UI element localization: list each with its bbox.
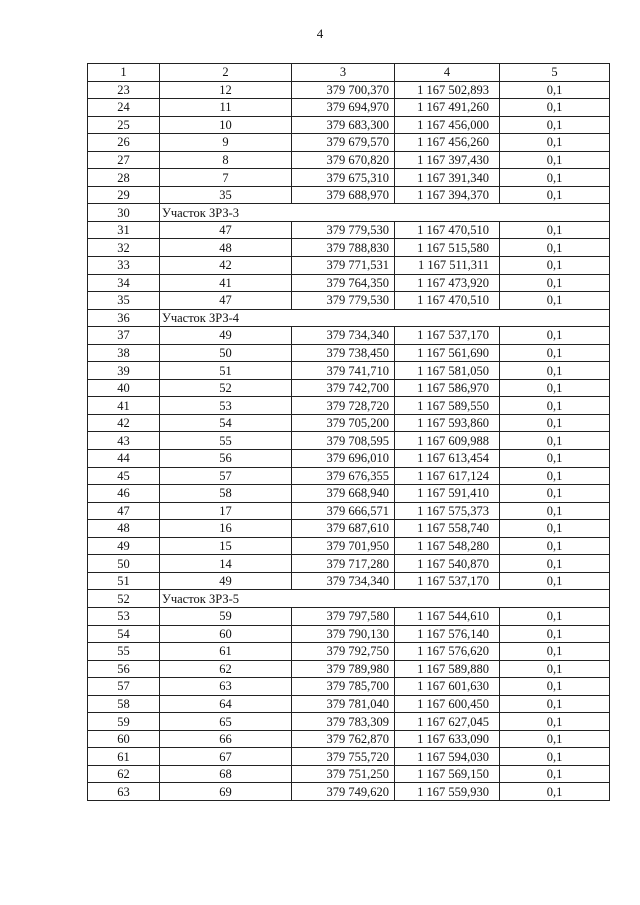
y-coordinate-cell: 1 167 589,880: [395, 660, 500, 678]
accuracy-cell: 0,1: [500, 116, 610, 134]
point-number-cell: 56: [160, 450, 292, 468]
point-number-cell: 63: [160, 678, 292, 696]
accuracy-cell: 0,1: [500, 432, 610, 450]
table-row: [88, 730, 610, 748]
table-row: [88, 537, 610, 555]
row-number-cell: 60: [88, 730, 160, 748]
row-number-cell: 59: [88, 713, 160, 731]
x-coordinate-cell: 379 790,130: [292, 625, 395, 643]
coordinates-table: [87, 63, 610, 801]
x-coordinate-cell: 379 792,750: [292, 643, 395, 661]
accuracy-cell: 0,1: [500, 555, 610, 573]
point-number-cell: 49: [160, 572, 292, 590]
x-coordinate-cell: 379 694,970: [292, 99, 395, 117]
accuracy-cell: 0,1: [500, 221, 610, 239]
y-coordinate-cell: 1 167 586,970: [395, 379, 500, 397]
x-coordinate-cell: 379 755,720: [292, 748, 395, 766]
point-number-cell: 47: [160, 221, 292, 239]
table-row: [88, 625, 610, 643]
table-row: [88, 414, 610, 432]
point-number-cell: 59: [160, 607, 292, 625]
accuracy-cell: 0,1: [500, 379, 610, 397]
section-title-cell: Участок ЗРЗ-3: [160, 204, 610, 222]
table-row: [88, 572, 610, 590]
point-number-cell: 68: [160, 765, 292, 783]
y-coordinate-cell: 1 167 581,050: [395, 362, 500, 380]
x-coordinate-cell: 379 789,980: [292, 660, 395, 678]
x-coordinate-cell: 379 717,280: [292, 555, 395, 573]
table-row: [88, 151, 610, 169]
row-number-cell: 31: [88, 221, 160, 239]
row-number-cell: 37: [88, 327, 160, 345]
point-number-cell: 11: [160, 99, 292, 117]
section-row: [88, 309, 610, 327]
row-number-cell: 25: [88, 116, 160, 134]
point-number-cell: 65: [160, 713, 292, 731]
x-coordinate-cell: 379 687,610: [292, 520, 395, 538]
accuracy-cell: 0,1: [500, 239, 610, 257]
table-row: [88, 555, 610, 573]
column-header: 1: [88, 64, 160, 82]
x-coordinate-cell: 379 762,870: [292, 730, 395, 748]
x-coordinate-cell: 379 708,595: [292, 432, 395, 450]
accuracy-cell: 0,1: [500, 713, 610, 731]
row-number-cell: 26: [88, 134, 160, 152]
y-coordinate-cell: 1 167 558,740: [395, 520, 500, 538]
row-number-cell: 45: [88, 467, 160, 485]
x-coordinate-cell: 379 679,570: [292, 134, 395, 152]
y-coordinate-cell: 1 167 470,510: [395, 221, 500, 239]
point-number-cell: 7: [160, 169, 292, 187]
accuracy-cell: 0,1: [500, 327, 610, 345]
x-coordinate-cell: 379 788,830: [292, 239, 395, 257]
y-coordinate-cell: 1 167 397,430: [395, 151, 500, 169]
point-number-cell: 48: [160, 239, 292, 257]
table-row: [88, 695, 610, 713]
y-coordinate-cell: 1 167 391,340: [395, 169, 500, 187]
table-row: [88, 467, 610, 485]
y-coordinate-cell: 1 167 633,090: [395, 730, 500, 748]
table-row: [88, 274, 610, 292]
y-coordinate-cell: 1 167 470,510: [395, 292, 500, 310]
row-number-cell: 55: [88, 643, 160, 661]
table-row: [88, 748, 610, 766]
section-title-cell: Участок ЗРЗ-4: [160, 309, 610, 327]
point-number-cell: 8: [160, 151, 292, 169]
section-title-cell: Участок ЗРЗ-5: [160, 590, 610, 608]
y-coordinate-cell: 1 167 576,140: [395, 625, 500, 643]
x-coordinate-cell: 379 696,010: [292, 450, 395, 468]
point-number-cell: 51: [160, 362, 292, 380]
y-coordinate-cell: 1 167 609,988: [395, 432, 500, 450]
point-number-cell: 9: [160, 134, 292, 152]
table-row: [88, 344, 610, 362]
x-coordinate-cell: 379 705,200: [292, 414, 395, 432]
accuracy-cell: 0,1: [500, 520, 610, 538]
row-number-cell: 44: [88, 450, 160, 468]
accuracy-cell: 0,1: [500, 572, 610, 590]
y-coordinate-cell: 1 167 601,630: [395, 678, 500, 696]
table-row: [88, 362, 610, 380]
y-coordinate-cell: 1 167 544,610: [395, 607, 500, 625]
y-coordinate-cell: 1 167 569,150: [395, 765, 500, 783]
point-number-cell: 57: [160, 467, 292, 485]
row-number-cell: 62: [88, 765, 160, 783]
x-coordinate-cell: 379 728,720: [292, 397, 395, 415]
x-coordinate-cell: 379 701,950: [292, 537, 395, 555]
point-number-cell: 60: [160, 625, 292, 643]
y-coordinate-cell: 1 167 561,690: [395, 344, 500, 362]
point-number-cell: 55: [160, 432, 292, 450]
accuracy-cell: 0,1: [500, 81, 610, 99]
x-coordinate-cell: 379 741,710: [292, 362, 395, 380]
row-number-cell: 48: [88, 520, 160, 538]
accuracy-cell: 0,1: [500, 450, 610, 468]
row-number-cell: 28: [88, 169, 160, 187]
x-coordinate-cell: 379 700,370: [292, 81, 395, 99]
table-row: [88, 169, 610, 187]
x-coordinate-cell: 379 797,580: [292, 607, 395, 625]
row-number-cell: 58: [88, 695, 160, 713]
row-number-cell: 29: [88, 186, 160, 204]
x-coordinate-cell: 379 779,530: [292, 221, 395, 239]
accuracy-cell: 0,1: [500, 274, 610, 292]
x-coordinate-cell: 379 688,970: [292, 186, 395, 204]
row-number-cell: 33: [88, 257, 160, 275]
accuracy-cell: 0,1: [500, 643, 610, 661]
x-coordinate-cell: 379 749,620: [292, 783, 395, 801]
point-number-cell: 66: [160, 730, 292, 748]
point-number-cell: 50: [160, 344, 292, 362]
row-number-cell: 61: [88, 748, 160, 766]
x-coordinate-cell: 379 738,450: [292, 344, 395, 362]
row-number-cell: 51: [88, 572, 160, 590]
table-row: [88, 713, 610, 731]
row-number-cell: 43: [88, 432, 160, 450]
table-row: [88, 116, 610, 134]
accuracy-cell: 0,1: [500, 151, 610, 169]
x-coordinate-cell: 379 734,340: [292, 327, 395, 345]
table-row: [88, 432, 610, 450]
x-coordinate-cell: 379 670,820: [292, 151, 395, 169]
row-number-cell: 63: [88, 783, 160, 801]
accuracy-cell: 0,1: [500, 257, 610, 275]
accuracy-cell: 0,1: [500, 99, 610, 117]
y-coordinate-cell: 1 167 627,045: [395, 713, 500, 731]
row-number-cell: 52: [88, 590, 160, 608]
accuracy-cell: 0,1: [500, 625, 610, 643]
y-coordinate-cell: 1 167 491,260: [395, 99, 500, 117]
y-coordinate-cell: 1 167 593,860: [395, 414, 500, 432]
row-number-cell: 24: [88, 99, 160, 117]
x-coordinate-cell: 379 668,940: [292, 485, 395, 503]
y-coordinate-cell: 1 167 473,920: [395, 274, 500, 292]
table-row: [88, 660, 610, 678]
point-number-cell: 64: [160, 695, 292, 713]
table-row: [88, 257, 610, 275]
accuracy-cell: 0,1: [500, 748, 610, 766]
row-number-cell: 57: [88, 678, 160, 696]
point-number-cell: 10: [160, 116, 292, 134]
section-row: [88, 204, 610, 222]
point-number-cell: 12: [160, 81, 292, 99]
y-coordinate-cell: 1 167 591,410: [395, 485, 500, 503]
row-number-cell: 36: [88, 309, 160, 327]
row-number-cell: 50: [88, 555, 160, 573]
row-number-cell: 40: [88, 379, 160, 397]
accuracy-cell: 0,1: [500, 414, 610, 432]
table-row: [88, 678, 610, 696]
column-header: 4: [395, 64, 500, 82]
point-number-cell: 47: [160, 292, 292, 310]
x-coordinate-cell: 379 783,309: [292, 713, 395, 731]
row-number-cell: 53: [88, 607, 160, 625]
x-coordinate-cell: 379 781,040: [292, 695, 395, 713]
row-number-cell: 41: [88, 397, 160, 415]
row-number-cell: 56: [88, 660, 160, 678]
y-coordinate-cell: 1 167 456,000: [395, 116, 500, 134]
table-row: [88, 99, 610, 117]
row-number-cell: 30: [88, 204, 160, 222]
point-number-cell: 35: [160, 186, 292, 204]
x-coordinate-cell: 379 666,571: [292, 502, 395, 520]
table-row: [88, 221, 610, 239]
point-number-cell: 67: [160, 748, 292, 766]
point-number-cell: 49: [160, 327, 292, 345]
point-number-cell: 62: [160, 660, 292, 678]
table-row: [88, 485, 610, 503]
column-header: 5: [500, 64, 610, 82]
row-number-cell: 23: [88, 81, 160, 99]
x-coordinate-cell: 379 742,700: [292, 379, 395, 397]
accuracy-cell: 0,1: [500, 467, 610, 485]
x-coordinate-cell: 379 779,530: [292, 292, 395, 310]
row-number-cell: 39: [88, 362, 160, 380]
table-row: [88, 239, 610, 257]
y-coordinate-cell: 1 167 589,550: [395, 397, 500, 415]
table-row: [88, 643, 610, 661]
y-coordinate-cell: 1 167 576,620: [395, 643, 500, 661]
accuracy-cell: 0,1: [500, 765, 610, 783]
point-number-cell: 17: [160, 502, 292, 520]
coordinates-table-body: [88, 64, 610, 801]
table-header-row: [88, 64, 610, 82]
row-number-cell: 49: [88, 537, 160, 555]
row-number-cell: 35: [88, 292, 160, 310]
point-number-cell: 52: [160, 379, 292, 397]
x-coordinate-cell: 379 675,310: [292, 169, 395, 187]
row-number-cell: 34: [88, 274, 160, 292]
y-coordinate-cell: 1 167 511,311: [395, 257, 500, 275]
x-coordinate-cell: 379 785,700: [292, 678, 395, 696]
x-coordinate-cell: 379 751,250: [292, 765, 395, 783]
accuracy-cell: 0,1: [500, 169, 610, 187]
x-coordinate-cell: 379 764,350: [292, 274, 395, 292]
x-coordinate-cell: 379 683,300: [292, 116, 395, 134]
table-row: [88, 379, 610, 397]
table-row: [88, 765, 610, 783]
column-header: 3: [292, 64, 395, 82]
y-coordinate-cell: 1 167 540,870: [395, 555, 500, 573]
accuracy-cell: 0,1: [500, 783, 610, 801]
table-row: [88, 134, 610, 152]
point-number-cell: 54: [160, 414, 292, 432]
section-row: [88, 590, 610, 608]
accuracy-cell: 0,1: [500, 134, 610, 152]
y-coordinate-cell: 1 167 559,930: [395, 783, 500, 801]
table-row: [88, 397, 610, 415]
y-coordinate-cell: 1 167 502,893: [395, 81, 500, 99]
row-number-cell: 46: [88, 485, 160, 503]
y-coordinate-cell: 1 167 600,450: [395, 695, 500, 713]
y-coordinate-cell: 1 167 548,280: [395, 537, 500, 555]
accuracy-cell: 0,1: [500, 607, 610, 625]
x-coordinate-cell: 379 734,340: [292, 572, 395, 590]
point-number-cell: 16: [160, 520, 292, 538]
table-row: [88, 502, 610, 520]
accuracy-cell: 0,1: [500, 292, 610, 310]
point-number-cell: 69: [160, 783, 292, 801]
x-coordinate-cell: 379 771,531: [292, 257, 395, 275]
y-coordinate-cell: 1 167 515,580: [395, 239, 500, 257]
accuracy-cell: 0,1: [500, 485, 610, 503]
column-header: 2: [160, 64, 292, 82]
accuracy-cell: 0,1: [500, 186, 610, 204]
row-number-cell: 27: [88, 151, 160, 169]
point-number-cell: 14: [160, 555, 292, 573]
table-row: [88, 327, 610, 345]
accuracy-cell: 0,1: [500, 695, 610, 713]
accuracy-cell: 0,1: [500, 397, 610, 415]
y-coordinate-cell: 1 167 613,454: [395, 450, 500, 468]
accuracy-cell: 0,1: [500, 678, 610, 696]
table-row: [88, 292, 610, 310]
row-number-cell: 38: [88, 344, 160, 362]
point-number-cell: 15: [160, 537, 292, 555]
row-number-cell: 32: [88, 239, 160, 257]
point-number-cell: 41: [160, 274, 292, 292]
accuracy-cell: 0,1: [500, 537, 610, 555]
table-row: [88, 783, 610, 801]
y-coordinate-cell: 1 167 537,170: [395, 327, 500, 345]
row-number-cell: 42: [88, 414, 160, 432]
row-number-cell: 54: [88, 625, 160, 643]
y-coordinate-cell: 1 167 537,170: [395, 572, 500, 590]
accuracy-cell: 0,1: [500, 344, 610, 362]
y-coordinate-cell: 1 167 575,373: [395, 502, 500, 520]
table-row: [88, 81, 610, 99]
point-number-cell: 53: [160, 397, 292, 415]
x-coordinate-cell: 379 676,355: [292, 467, 395, 485]
table-row: [88, 520, 610, 538]
accuracy-cell: 0,1: [500, 502, 610, 520]
y-coordinate-cell: 1 167 617,124: [395, 467, 500, 485]
accuracy-cell: 0,1: [500, 362, 610, 380]
accuracy-cell: 0,1: [500, 660, 610, 678]
table-row: [88, 450, 610, 468]
y-coordinate-cell: 1 167 456,260: [395, 134, 500, 152]
point-number-cell: 58: [160, 485, 292, 503]
point-number-cell: 61: [160, 643, 292, 661]
row-number-cell: 47: [88, 502, 160, 520]
accuracy-cell: 0,1: [500, 730, 610, 748]
y-coordinate-cell: 1 167 394,370: [395, 186, 500, 204]
point-number-cell: 42: [160, 257, 292, 275]
page-number: 4: [316, 26, 324, 41]
table-row: [88, 607, 610, 625]
table-row: [88, 186, 610, 204]
y-coordinate-cell: 1 167 594,030: [395, 748, 500, 766]
